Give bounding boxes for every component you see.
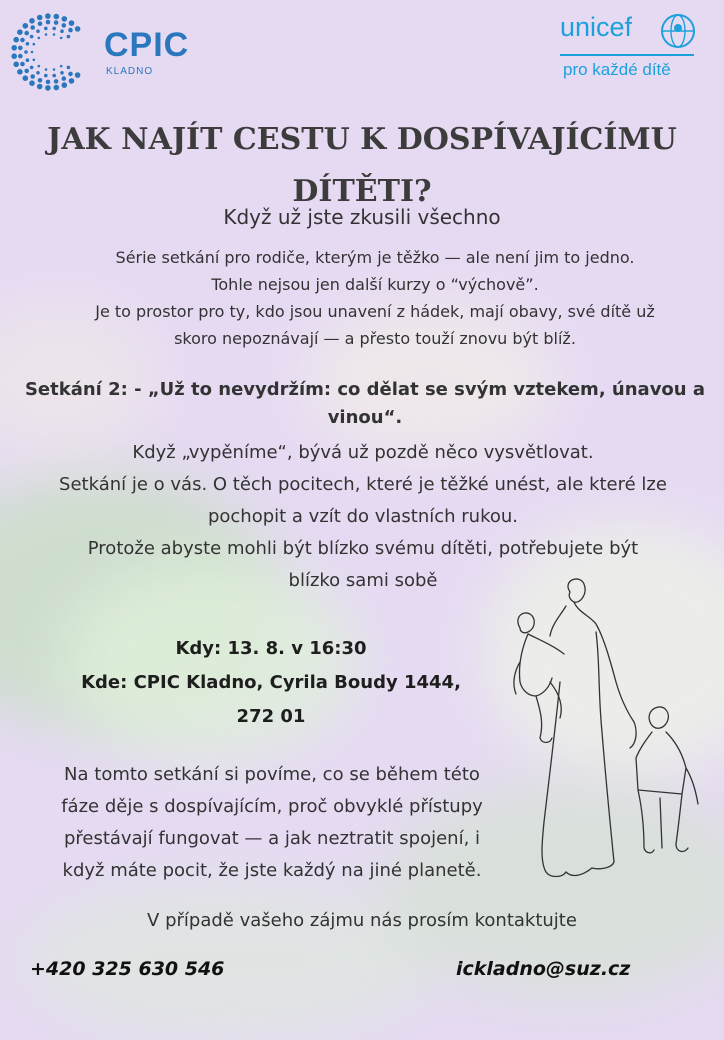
unicef-divider [560,54,694,56]
event-body-text [22,759,522,887]
cpic-logo-dot [17,69,23,75]
cpic-logo-dot [53,68,56,71]
cpic-logo-dot [44,74,48,78]
cpic-logo-dot [60,65,63,68]
cpic-logo-dot [33,43,36,46]
cpic-logo-dot [24,69,29,74]
cpic-logo-dot [37,15,43,21]
intro-line: skoro nepoznávají — a přesto touží znovu být blíž. [174,329,576,348]
cpic-logo-dot [23,75,29,81]
body-line: Na tomto setkání si povíme, co se během této [64,764,480,785]
family-line-drawing [500,572,710,892]
page-title [0,114,724,218]
meeting-title-line: vinou“. [327,407,403,428]
cpic-logo-dot [62,23,67,28]
cpic-logo-dot [29,80,35,86]
cpic-logo-dot [75,26,81,32]
cpic-logo-dot [45,68,48,71]
cpic-logo-dot [44,27,48,31]
meeting-title [20,376,710,432]
cpic-logo-dot [53,33,56,36]
cpic-logo-dot [67,66,71,70]
meeting-title-line: Setkání 2: - „Už to nevydržím: co dělat se svým vztekem, únavou a [24,379,706,400]
intro-line: Série setkání pro rodiče, kterým je těžko — ale není jim to jedno. [115,248,635,267]
cpic-logo-dot [52,27,56,31]
cpic-logo-dot [45,85,51,91]
cpic-logo-dot [26,42,30,46]
cpic-logo-dot [54,85,60,91]
contact-phone[interactable]: +420 325 630 546 [30,958,225,980]
cpic-logo-dot [54,20,59,25]
contact-email[interactable]: ickladno@suz.cz [456,958,631,980]
cpic-logo-dot [75,72,81,78]
cpic-logo-dot [31,51,34,54]
cpic-logo-dot [68,28,73,33]
description-line: Protože abyste mohli být blízko svému dítěti, potřebujete být [87,538,639,559]
cpic-logo-dot [38,78,43,83]
cpic-logo-dot [46,80,51,85]
cpic-logo-dot [20,38,25,43]
unicef-logo-name: unicef [560,12,633,42]
cpic-logo-dot [36,71,40,75]
page-title-line-1: JAK NAJÍT CESTU K DOSPÍVAJÍCÍMU [47,122,677,157]
cpic-logo-dot [60,29,64,33]
event-location: Kde: CPIC Kladno, Cyrila Boudy 1444, [81,672,461,693]
cpic-logo-dot [30,25,35,30]
cpic-logo-dot [38,65,41,68]
cpic-logo-dot [60,37,63,40]
cpic-logo-dot [30,35,34,39]
cpic-logo-dot [68,72,73,77]
cpic-logo-dot [54,14,60,20]
cpic-logo-dot [11,45,17,51]
description-line: Když „vypěníme“, bývá už pozdě něco vysvětlovat. [132,442,594,463]
cpic-logo-dot [13,62,19,68]
cpic-logo-dot [11,53,17,59]
contact-prompt: V případě vašeho zájmu nás prosím kontaktujte [147,910,577,931]
cpic-logo-dot [38,37,41,40]
cpic-logo-dot [18,54,23,59]
cpic-logo-dot [30,66,34,70]
body-line: fáze děje s dospívajícím, proč obvyklé přístupy [61,796,483,817]
unicef-tagline: pro každé dítě [563,60,671,79]
cpic-logo-dot [36,29,40,33]
cpic-logo-dot [67,35,71,39]
cpic-logo-dot [23,23,29,29]
unicef-globe-icon [660,13,696,49]
cpic-logo-dot [62,16,68,22]
description-line: Setkání je o vás. O těch pocitech, které je těžké unést, ale které lze [59,474,667,495]
cpic-logo-dot [45,33,48,36]
cpic-logo-dot [18,46,23,51]
description-line: pochopit a vzít do vlastních rukou. [207,506,519,527]
cpic-logo-dot [24,50,28,54]
cpic-logo-dot [20,62,25,67]
event-postcode: 272 01 [236,706,306,727]
cpic-logo-dot [13,37,19,43]
cpic-logo-dot [54,79,59,84]
body-line: přestávají fungovat — a jak neztratit spojení, i [63,828,481,849]
intro-line: Je to prostor pro ty, kdo jsou unavení z hádek, mají obavy, své dítě už [95,302,655,321]
cpic-logo-dot [26,58,30,62]
cpic-logo-dot [69,20,75,26]
description-line: blízko sami sobě [288,570,438,591]
cpic-logo-dot [60,71,64,75]
cpic-logo-city: KLADNO [106,66,154,77]
cpic-logo-dot [46,20,51,25]
cpic-logo-dot [24,31,29,36]
cpic-logo-dot [37,84,43,90]
event-date: Kdy: 13. 8. v 16:30 [175,638,367,659]
cpic-logo-dot [69,78,75,84]
intro-text [60,244,690,352]
page-title-line-2: DÍTĚTI? [292,174,432,209]
cpic-logo-name: CPIC [104,26,190,64]
cpic-logo-dot [17,29,23,35]
cpic-logo-dot [30,74,35,79]
page-subtitle: Když už jste zkusili všechno [223,205,501,229]
cpic-logo-dot [33,59,36,62]
body-line: když máte pocit, že jste každý na jiné planetě. [62,860,482,881]
cpic-logo-dot [45,13,51,19]
event-details [56,632,486,734]
cpic-logo-dot [29,18,35,24]
cpic-logo-dot [62,76,67,81]
cpic-logo-dot [62,82,68,88]
cpic-logo-dot [52,74,56,78]
cpic-logo-dot [38,21,43,26]
intro-line: Tohle nejsou jen další kurzy o “výchově”. [211,275,539,294]
